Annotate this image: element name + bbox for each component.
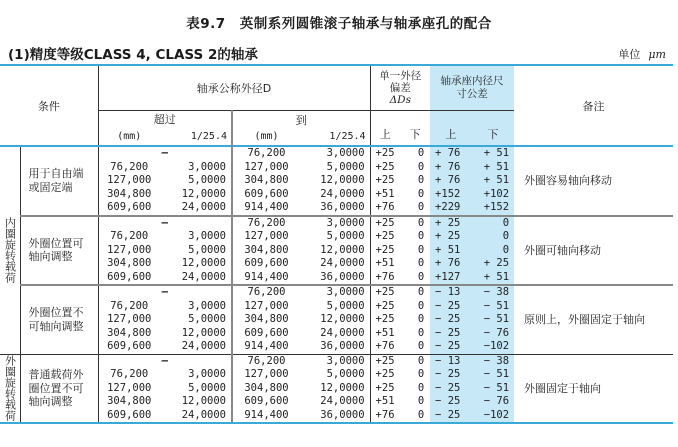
cell-over-in: 12,0000	[181, 326, 226, 339]
cell-ds-up: +76	[370, 340, 412, 354]
cell-ds-up: +76	[370, 201, 412, 216]
cell-ds-up: +25	[370, 382, 412, 396]
remark-cell: 外圈可轴向移动	[514, 216, 673, 286]
table-row	[0, 285, 673, 300]
cell-ds-up: +76	[370, 409, 412, 424]
cell-to-in: 12,0000	[320, 243, 365, 256]
cell-h-lo: − 51	[473, 368, 514, 382]
remark-cell: 外圈固定于轴向	[514, 354, 673, 423]
cell-h-up: − 25	[430, 313, 473, 327]
header-over: 超过	[98, 111, 232, 129]
header-nominal-od: 轴承公称外径D	[98, 65, 370, 111]
cell-over-in: 5,0000	[188, 243, 226, 256]
cell-to-in: 3,0000	[300, 285, 370, 300]
cell-h-up: +229	[430, 201, 473, 216]
header-remarks: 备注	[582, 99, 605, 113]
cell-h-lo: − 38	[473, 354, 514, 368]
cell-h-up: − 25	[430, 368, 473, 382]
cell-h-up: + 25	[430, 216, 473, 231]
cell-h-lo: − 76	[473, 327, 514, 341]
cell-ds-lo: 0	[417, 160, 425, 173]
cell-to-in: 5,0000	[326, 230, 365, 242]
cell-to-in: 5,0000	[326, 368, 365, 380]
condition-cell: 普通载荷外圈位置不可轴向调整	[20, 354, 98, 423]
cell-h-up: +127	[430, 271, 473, 286]
cell-ds-up: +25	[370, 230, 412, 244]
cell-h-lo: + 51	[473, 271, 514, 286]
cell-h-up: − 25	[430, 409, 473, 424]
cell-h-lo: − 38	[473, 285, 514, 300]
cell-h-up: + 76	[430, 174, 473, 188]
cell-ds-lo: 0	[417, 230, 425, 242]
header-housing-upper: 上	[445, 128, 457, 141]
cell-ds-lo: 0	[417, 201, 425, 213]
cell-to-mm: 76,200	[232, 216, 300, 231]
cell-h-lo: +102	[473, 188, 514, 202]
header-to-inch: 1/25.4	[329, 131, 366, 142]
cell-over-mm: 127,000	[98, 174, 160, 188]
header-housing-lower: 下	[487, 128, 499, 141]
header-over-mm: (mm)	[98, 128, 160, 146]
cell-h-lo: −102	[473, 340, 514, 354]
cell-over-mm: 127,000	[98, 244, 160, 258]
cell-h-up: − 25	[430, 327, 473, 341]
load-group-label: 外圈旋转载荷	[0, 354, 20, 423]
cell-ds-lo: 0	[417, 395, 425, 407]
cell-to-in: 5,0000	[326, 160, 365, 173]
cell-ds-up: +51	[370, 188, 412, 202]
cell-ds-lo: 0	[417, 326, 425, 339]
cell-to-in: 24,0000	[320, 257, 365, 269]
table-row	[0, 216, 673, 231]
cell-over-in: 24,0000	[181, 340, 226, 352]
cell-over-mm: —	[98, 354, 232, 368]
cell-to-in: 24,0000	[320, 187, 365, 200]
cell-over-mm: 76,200	[98, 368, 160, 382]
cell-ds-lo: 0	[417, 174, 425, 186]
cell-ds-lo: 0	[412, 285, 430, 300]
unit-value: μm	[648, 48, 666, 61]
header-to-mm: (mm)	[232, 128, 300, 146]
cell-h-up: +152	[430, 188, 473, 202]
unit-label: 单位 μm	[618, 48, 666, 61]
header-over-inch: 1/25.4	[190, 131, 227, 142]
cell-ds-up: +25	[370, 354, 412, 368]
cell-ds-up: +25	[370, 216, 412, 231]
cell-over-mm: 609,600	[98, 271, 160, 286]
cell-ds-up: +25	[370, 244, 412, 258]
cell-over-mm: 304,800	[98, 395, 160, 409]
condition-cell: 外圈位置可轴向调整	[20, 216, 98, 286]
cell-over-in: 5,0000	[188, 174, 226, 186]
cell-ds-lo: 0	[417, 187, 425, 200]
cell-h-up: + 25	[430, 230, 473, 244]
cell-to-in: 12,0000	[320, 313, 365, 325]
cell-over-mm: —	[98, 216, 232, 231]
cell-h-lo: 0	[473, 216, 514, 231]
cell-to-in: 24,0000	[320, 326, 365, 339]
cell-to-mm: 914,400	[232, 201, 300, 216]
cell-h-up: + 51	[430, 244, 473, 258]
cell-ds-lo: 0	[412, 409, 430, 424]
cell-over-in: 12,0000	[181, 257, 226, 269]
cell-ds-lo: 0	[412, 146, 430, 161]
cell-ds-lo: 0	[417, 257, 425, 269]
cell-h-lo: + 51	[473, 146, 514, 161]
cell-over-mm: 304,800	[98, 188, 160, 202]
cell-ds-lo: 0	[417, 381, 425, 394]
cell-ds-up: +25	[370, 368, 412, 382]
cell-ds-lo: 0	[417, 299, 425, 312]
cell-over-in: 3,0000	[188, 299, 226, 312]
cell-to-mm: 304,800	[232, 382, 300, 396]
cell-ds-lo: 0	[417, 340, 425, 352]
fit-table	[0, 64, 673, 424]
cell-to-mm: 609,600	[232, 188, 300, 202]
cell-ds-up: +25	[370, 300, 412, 314]
cell-ds-up: +25	[370, 146, 412, 161]
cell-h-up: − 13	[430, 354, 473, 368]
cell-to-mm: 127,000	[232, 161, 300, 175]
table-title: 表9.7 英制系列圆锥滚子轴承与轴承座孔的配合	[186, 16, 492, 32]
cell-to-mm: 609,600	[232, 257, 300, 271]
cell-over-mm: —	[98, 285, 232, 300]
cell-over-mm: 304,800	[98, 257, 160, 271]
cell-h-lo: + 51	[473, 174, 514, 188]
cell-over-in: 3,0000	[188, 160, 226, 173]
cell-to-mm: 304,800	[232, 174, 300, 188]
cell-h-up: − 25	[430, 382, 473, 396]
cell-to-mm: 127,000	[232, 368, 300, 382]
cell-h-up: − 13	[430, 285, 473, 300]
cell-ds-up: +51	[370, 257, 412, 271]
cell-to-in: 36,0000	[320, 270, 365, 283]
cell-to-mm: 914,400	[232, 409, 300, 424]
table-row	[0, 354, 673, 368]
header-ds-upper: 上	[379, 128, 391, 141]
cell-h-up: − 25	[430, 300, 473, 314]
cell-over-mm: —	[98, 146, 232, 161]
cell-to-mm: 127,000	[232, 300, 300, 314]
cell-to-mm: 127,000	[232, 230, 300, 244]
cell-to-mm: 76,200	[232, 354, 300, 368]
table-subtitle: (1)精度等级CLASS 4, CLASS 2的轴承	[8, 47, 258, 63]
cell-h-lo: + 51	[473, 161, 514, 175]
cell-ds-up: +25	[370, 313, 412, 327]
cell-to-mm: 914,400	[232, 271, 300, 286]
cell-over-in: 24,0000	[181, 201, 226, 213]
cell-h-lo: − 51	[473, 300, 514, 314]
cell-over-mm: 76,200	[98, 161, 160, 175]
load-group-label: 内圈旋转载荷	[0, 146, 20, 354]
cell-over-in: 3,0000	[188, 230, 226, 242]
cell-to-mm: 609,600	[232, 327, 300, 341]
cell-over-mm: 127,000	[98, 313, 160, 327]
cell-ds-lo: 0	[412, 354, 430, 368]
cell-to-mm: 914,400	[232, 340, 300, 354]
cell-to-in: 12,0000	[320, 381, 365, 394]
cell-to-in: 24,0000	[320, 395, 365, 407]
cell-over-in: 3,0000	[188, 368, 226, 380]
cell-over-mm: 76,200	[98, 300, 160, 314]
remark-cell: 外圈容易轴向移动	[514, 146, 673, 216]
cell-to-in: 3,0000	[300, 354, 370, 368]
cell-h-lo: − 51	[473, 313, 514, 327]
cell-ds-up: +25	[370, 285, 412, 300]
cell-h-lo: − 76	[473, 395, 514, 409]
cell-over-in: 24,0000	[160, 409, 232, 424]
cell-over-in: 24,0000	[181, 270, 226, 283]
cell-h-lo: − 51	[473, 382, 514, 396]
cell-ds-up: +25	[370, 174, 412, 188]
cell-h-up: + 76	[430, 146, 473, 161]
cell-ds-lo: 0	[417, 243, 425, 256]
cell-to-mm: 304,800	[232, 313, 300, 327]
cell-h-lo: 0	[473, 230, 514, 244]
cell-h-up: − 25	[430, 395, 473, 409]
cell-over-mm: 76,200	[98, 230, 160, 244]
cell-to-mm: 609,600	[232, 395, 300, 409]
cell-over-in: 12,0000	[181, 187, 226, 200]
cell-over-mm: 609,600	[98, 409, 160, 424]
cell-ds-lo: 0	[417, 368, 425, 380]
cell-ds-up: +51	[370, 395, 412, 409]
cell-h-lo: + 25	[473, 257, 514, 271]
cell-to-mm: 76,200	[232, 146, 300, 161]
header-single-od-deviation: 单一外径 偏差 ΔDs	[370, 65, 430, 111]
condition-cell: 外圈位置不可轴向调整	[20, 285, 98, 354]
header-housing-tolerance: 轴承座内径尺 寸公差	[430, 65, 514, 111]
cell-over-in: 5,0000	[188, 381, 226, 394]
cell-ds-up: +76	[370, 271, 412, 286]
cell-to-in: 5,0000	[326, 299, 365, 312]
cell-to-in: 36,0000	[320, 201, 365, 213]
cell-to-in: 3,0000	[300, 146, 370, 161]
cell-ds-lo: 0	[417, 270, 425, 283]
cell-h-up: + 76	[430, 161, 473, 175]
cell-over-mm: 609,600	[98, 201, 160, 216]
cell-h-lo: 0	[473, 244, 514, 258]
cell-to-in: 36,0000	[300, 409, 370, 424]
remark-cell: 原则上，外圈固定于轴向	[514, 285, 673, 354]
table-row	[0, 146, 673, 161]
cell-over-mm: 304,800	[98, 327, 160, 341]
header-condition: 条件	[37, 99, 60, 113]
cell-to-mm: 304,800	[232, 244, 300, 258]
header-to: 到	[232, 111, 370, 129]
cell-to-in: 36,0000	[320, 340, 365, 352]
cell-over-in: 5,0000	[188, 313, 226, 325]
condition-cell: 用于自由端或固定端	[20, 146, 98, 216]
table-body	[0, 146, 673, 423]
cell-to-in: 3,0000	[300, 216, 370, 231]
cell-h-lo: +152	[473, 201, 514, 216]
cell-ds-lo: 0	[417, 313, 425, 325]
header-ds-lower: 下	[409, 128, 421, 141]
cell-ds-lo: 0	[412, 216, 430, 231]
cell-to-mm: 76,200	[232, 285, 300, 300]
cell-ds-up: +51	[370, 327, 412, 341]
cell-over-in: 12,0000	[181, 395, 226, 407]
cell-h-up: + 76	[430, 257, 473, 271]
cell-over-mm: 127,000	[98, 382, 160, 396]
cell-h-up: − 25	[430, 340, 473, 354]
cell-h-lo: −102	[473, 409, 514, 424]
cell-to-in: 12,0000	[320, 174, 365, 186]
cell-ds-up: +25	[370, 161, 412, 175]
cell-over-mm: 609,600	[98, 340, 160, 354]
